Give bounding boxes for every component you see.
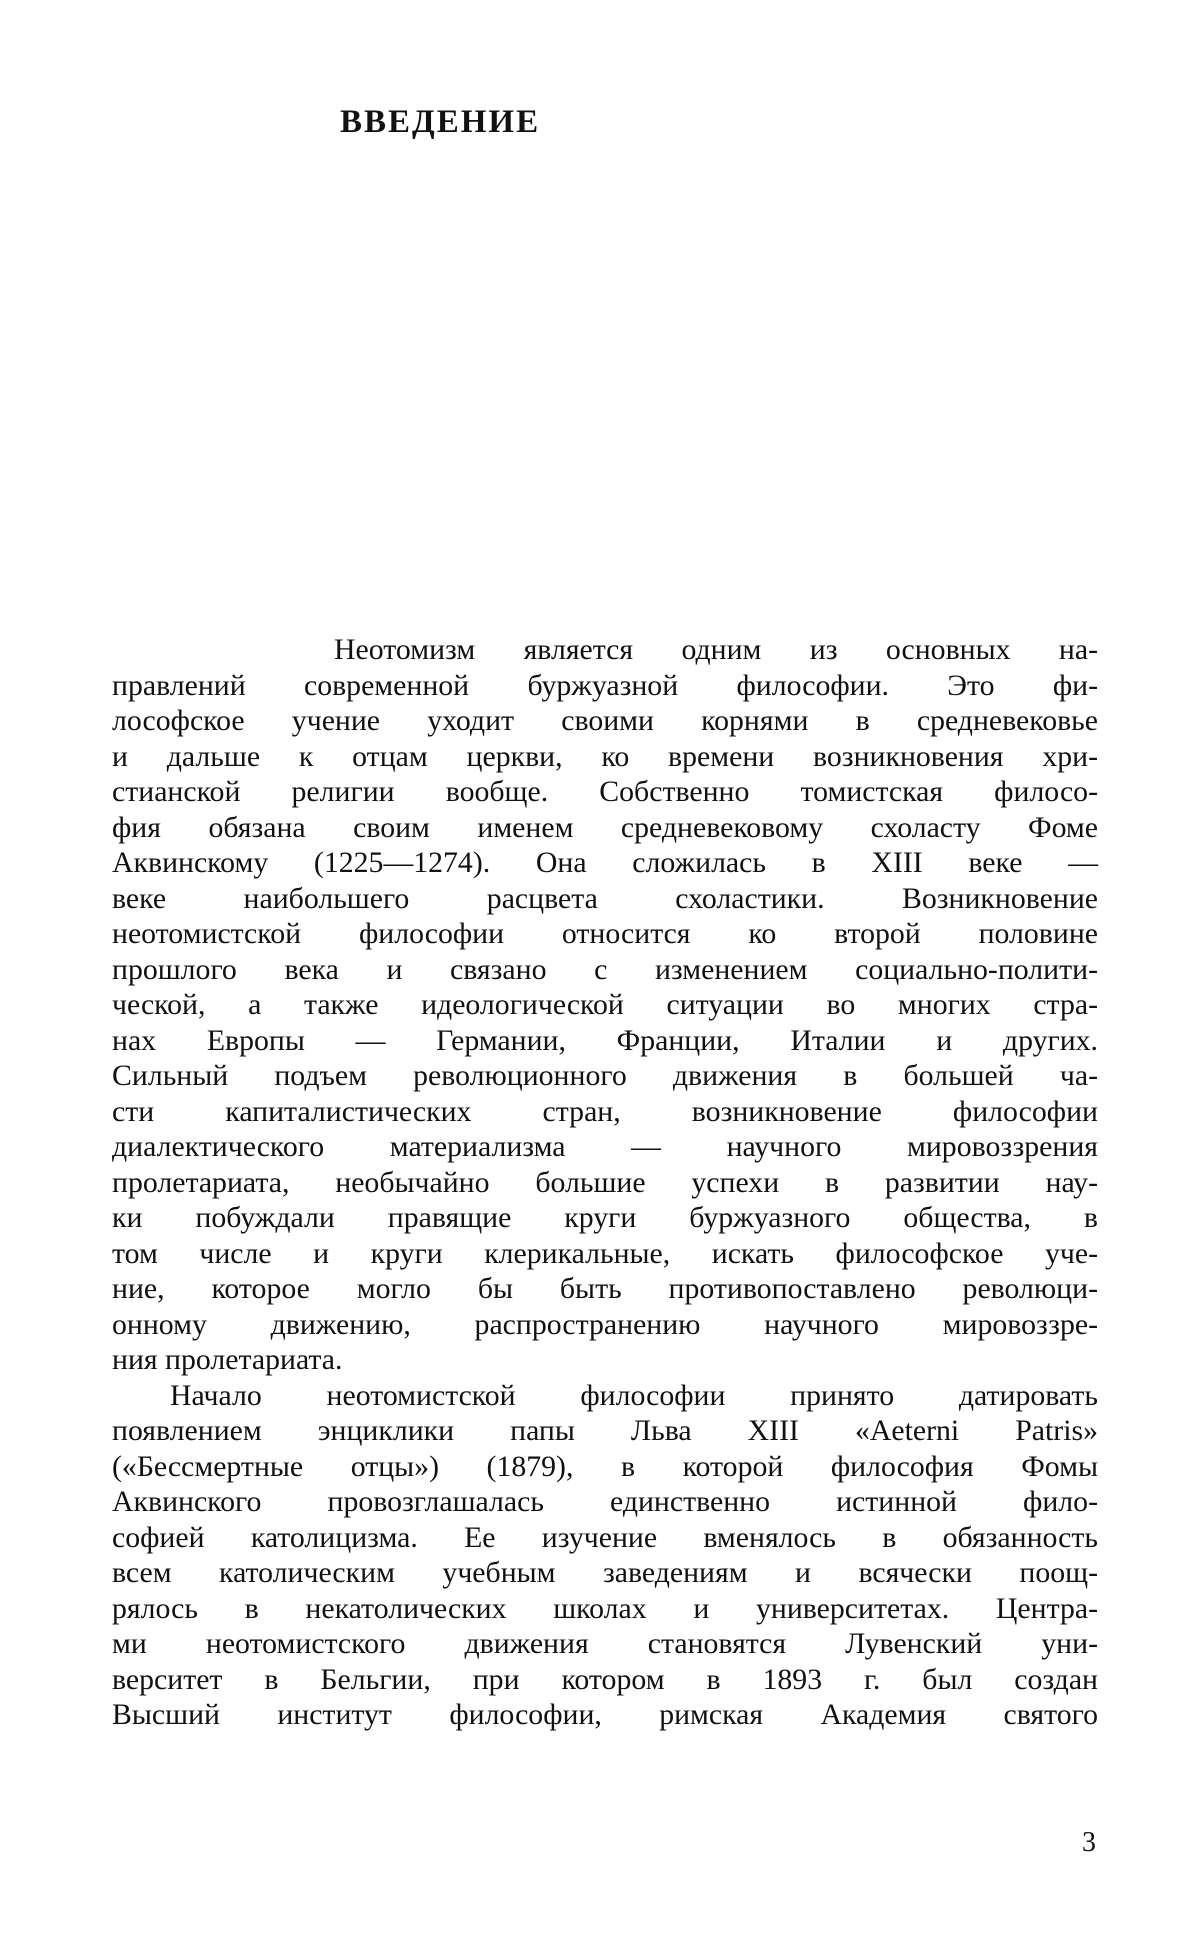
text-line: софией католицизма. Ее изучение вменялось в обязанность (112, 1520, 1098, 1554)
text-line: неотомистской философии относится ко второй половине (112, 917, 1098, 950)
text-line: верситет в Бельгии, при котором в 1893 г. был создан (112, 1662, 1098, 1696)
text-line: ния пролетариата. (112, 1343, 343, 1376)
text-line: появлением энциклики папы Льва XIII «Aeterni Patris» (112, 1414, 1098, 1447)
text-line: Высший институт философии, римская Академия святого (112, 1698, 1098, 1731)
body-text (112, 632, 1098, 1733)
page-number: 3 (1082, 1827, 1096, 1858)
text-line: Сильный подъем революционного движения в большей ча- (112, 1059, 1098, 1092)
paragraph-1 (112, 632, 1098, 1378)
text-line: всем католическим учебным заведениям и всячески поощ- (112, 1556, 1098, 1589)
text-line: лософское учение уходит своими корнями в средневековье (112, 704, 1098, 737)
text-line: ки побуждали правящие круги буржуазного общества, в (112, 1201, 1098, 1234)
text-line: веке наибольшего расцвета схоластики. Возникновение (112, 881, 1098, 915)
text-line: Начало неотомистской философии принято датировать (170, 1378, 1098, 1412)
text-line: Аквинскому (1225—1274). Она сложилась в XIII веке — (112, 846, 1098, 879)
text-line: Аквинского провозглашалась единственно истинной фило- (112, 1485, 1098, 1518)
text-line: пролетариата, необычайно большие успехи в развитии нау- (112, 1165, 1098, 1199)
text-line: онному движению, распространению научного мировоззре- (112, 1307, 1098, 1341)
text-line: ние, которое могло бы быть противопоставлено революци- (112, 1272, 1098, 1305)
text-line: стианской религии вообще. Собственно томистская филосо- (112, 775, 1098, 808)
text-line: ческой, а также идеологической ситуации во многих стра- (112, 988, 1098, 1021)
text-line: диалектического материализма — научного мировоззрения (112, 1130, 1098, 1163)
text-line: правлений современной буржуазной философии. Это фи- (112, 668, 1098, 702)
text-line: («Бессмертные отцы») (1879), в которой философия Фомы (112, 1449, 1098, 1483)
text-line: и дальше к отцам церкви, ко времени возникновения хри- (112, 739, 1098, 773)
chapter-heading: ВВЕДЕНИЕ (340, 104, 541, 140)
text-line: нах Европы — Германии, Франции, Италии и других. (112, 1023, 1098, 1057)
text-line: Неотомизм является одним из основных на- (334, 633, 1098, 666)
text-line: фия обязана своим именем средневековому схоласту Фоме (112, 810, 1098, 844)
text-line: прошлого века и связано с изменением социально-полити- (112, 952, 1098, 986)
text-line: ми неотомистского движения становятся Лувенский уни- (112, 1627, 1098, 1660)
text-line: сти капиталистических стран, возникновение философии (112, 1094, 1098, 1128)
text-line: рялось в некатолических школах и университетах. Центра- (112, 1591, 1098, 1625)
paragraph-2 (112, 1378, 1098, 1733)
text-line: том числе и круги клерикальные, искать философское уче- (112, 1236, 1098, 1270)
